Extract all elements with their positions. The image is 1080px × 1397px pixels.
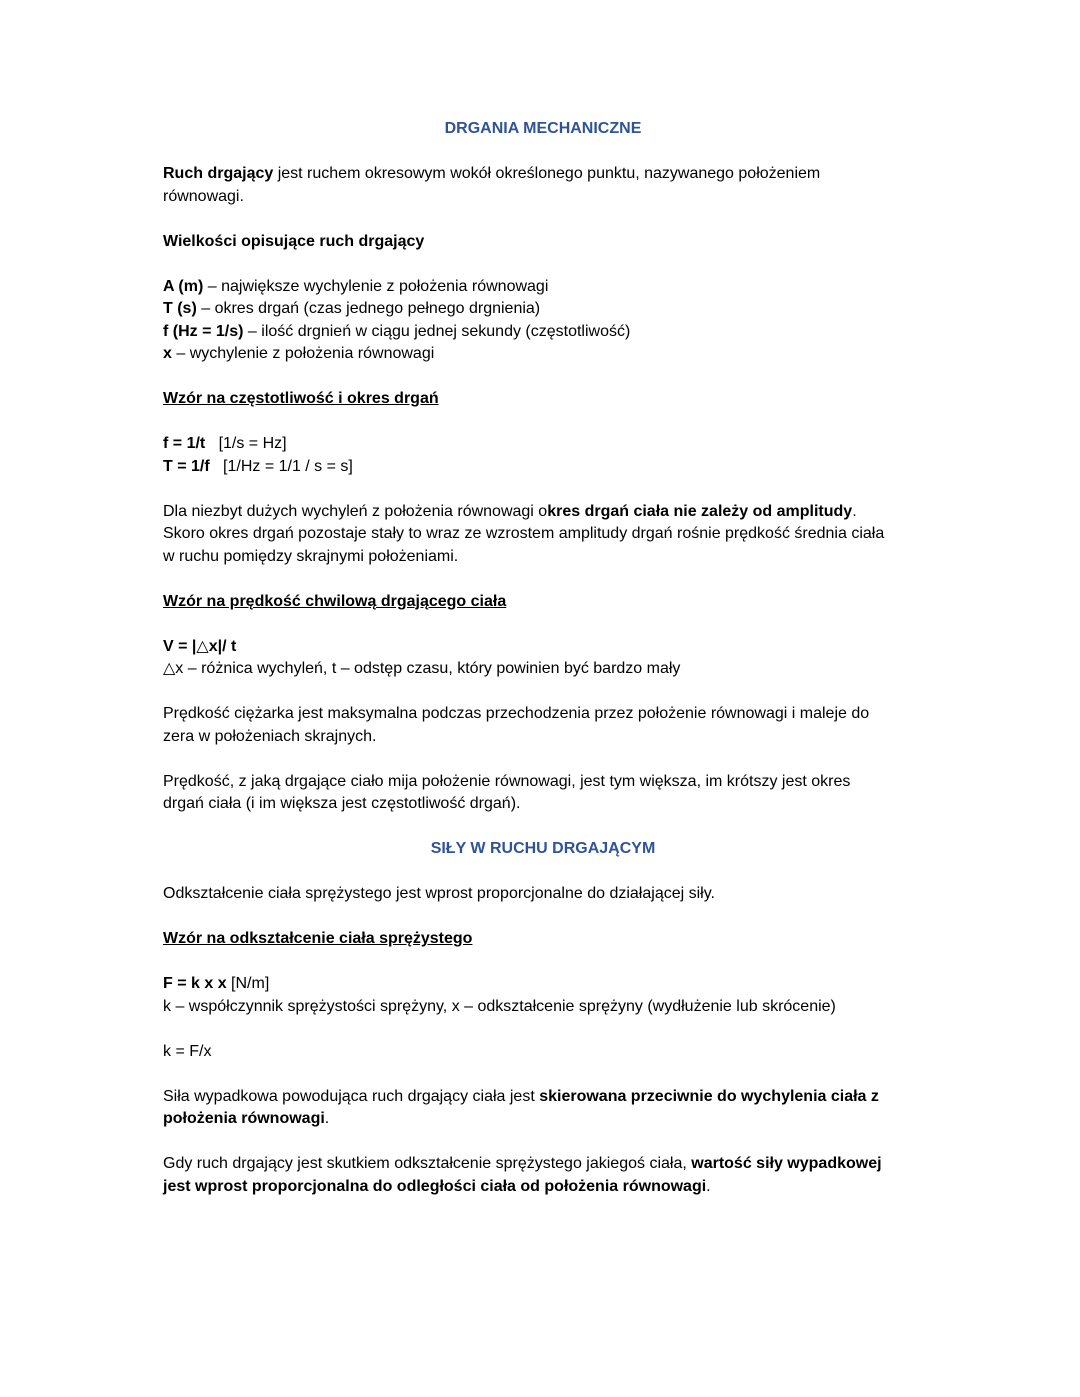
paragraph-line: w ruchu pomiędzy skrajnymi położeniami. <box>163 547 459 565</box>
definition-A <box>163 276 923 299</box>
formula-text: V = |△x|/ t <box>163 637 237 655</box>
paragraph-amplituda <box>163 501 923 524</box>
paragraph-text: Siła wypadkowa powodująca ruch drgający ciała jest <box>163 1087 540 1105</box>
symbol-T: T (s) <box>163 300 197 317</box>
paragraph-bold: wartość siły wypadkowej <box>691 1155 882 1172</box>
formula-unit: [N/m] <box>226 975 270 992</box>
paragraph-text: . <box>706 1177 711 1195</box>
definition-T <box>163 298 923 321</box>
formula-velocity <box>163 636 923 659</box>
paragraph-line: Prędkość ciężarka jest maksymalna podczas przechodzenia przez położenie równowagi i maleje do <box>163 705 870 722</box>
formula-frequency <box>163 433 923 456</box>
paragraph-line <box>163 1108 923 1131</box>
paragraph-line: równowagi. <box>163 187 244 205</box>
paragraph-line: Prędkość, z jaką drgające ciało mija położenie równowagi, jest tym większa, im krótszy jest okres <box>163 772 851 790</box>
paragraph-sprezystosc <box>163 1153 923 1176</box>
section-heading-wielkosci <box>163 231 923 254</box>
definition-text: – ilość drgnień w ciągu jednej sekundy (częstotliwość) <box>243 322 631 340</box>
paragraph-sila-wypadkowa <box>163 1086 923 1109</box>
page-title: DRGANIA MECHANICZNE <box>444 120 642 137</box>
paragraph-odksztalcenie: Odkształcenie ciała sprężystego jest wprost proporcjonalne do działającej siły. <box>163 885 715 902</box>
paragraph-bold: kres drgań ciała nie zależy od amplitudy <box>547 502 853 520</box>
paragraph-text: jest ruchem okresowym wokół określonego punktu, nazywanego położeniem <box>273 165 821 182</box>
formula-description: k – współczynnik sprężystości sprężyny, x – odkształcenie sprężyny (wydłużenie lub skrócenie) <box>163 997 836 1015</box>
definition-f <box>163 321 923 344</box>
section-heading-wzor-odksztalcenie: Wzór na odkształcenie ciała sprężystego <box>163 930 473 947</box>
paragraph-text: Dla niezbyt dużych wychyleń z położenia równowagi o <box>163 502 548 520</box>
paragraph-line: drgań ciała (i im większa jest częstotliwość drgań). <box>163 795 521 812</box>
formula-unit: [1/s = Hz] <box>205 435 287 452</box>
formula-unit: [1/Hz = 1/1 / s = s] <box>209 457 353 475</box>
symbol-A: A (m) <box>163 277 204 295</box>
definition-x <box>163 343 923 366</box>
paragraph-text: . <box>324 1110 330 1127</box>
paragraph-ruch-drgajacy <box>163 163 923 186</box>
definition-text: – wychylenie z położenia równowagi <box>171 345 435 362</box>
formula-text: T = 1/f <box>163 457 210 475</box>
section-heading-wzor-czestotliwosc: Wzór na częstotliwość i okres drgań <box>163 390 439 407</box>
term-ruch-drgajacy: Ruch drgający <box>163 165 274 182</box>
heading-text: Wielkości opisujące ruch drgający <box>163 232 425 250</box>
formula-k: k = F/x <box>163 1042 212 1060</box>
formula-period <box>163 456 923 479</box>
symbol-f: f (Hz = 1/s) <box>163 322 244 340</box>
paragraph-line <box>163 1176 923 1199</box>
definition-text: – największe wychylenie z położenia równowagi <box>203 277 549 295</box>
formula-text: f = 1/t <box>163 435 206 452</box>
paragraph-text: . <box>852 502 857 520</box>
formula-force <box>163 973 923 996</box>
section-heading-wzor-predkosc: Wzór na prędkość chwilową drgającego ciała <box>163 592 507 610</box>
symbol-x: x <box>163 345 172 362</box>
formula-description: △x – różnica wychyleń, t – odstęp czasu, który powinien być bardzo mały <box>163 660 681 677</box>
formula-text: F = k x x <box>163 975 227 992</box>
paragraph-text: Gdy ruch drgający jest skutkiem odkształcenie sprężystego jakiegoś ciała, <box>163 1155 692 1172</box>
section-title-sily: SIŁY W RUCHU DRGAJĄCYM <box>430 840 656 857</box>
document-page <box>163 118 923 1198</box>
paragraph-bold: położenia równowagi <box>163 1110 325 1127</box>
definition-text: – okres drgań (czas jednego pełnego drgnienia) <box>196 300 541 317</box>
paragraph-bold: skierowana przeciwnie do wychylenia ciała z <box>539 1087 879 1105</box>
paragraph-bold: jest wprost proporcjonalna do odległości ciała od położenia równowagi <box>163 1177 707 1195</box>
paragraph-line: Skoro okres drgań pozostaje stały to wraz ze wzrostem amplitudy drgań rośnie prędkość średnia ciała <box>163 525 885 542</box>
paragraph-line: zera w położeniach skrajnych. <box>163 727 377 745</box>
